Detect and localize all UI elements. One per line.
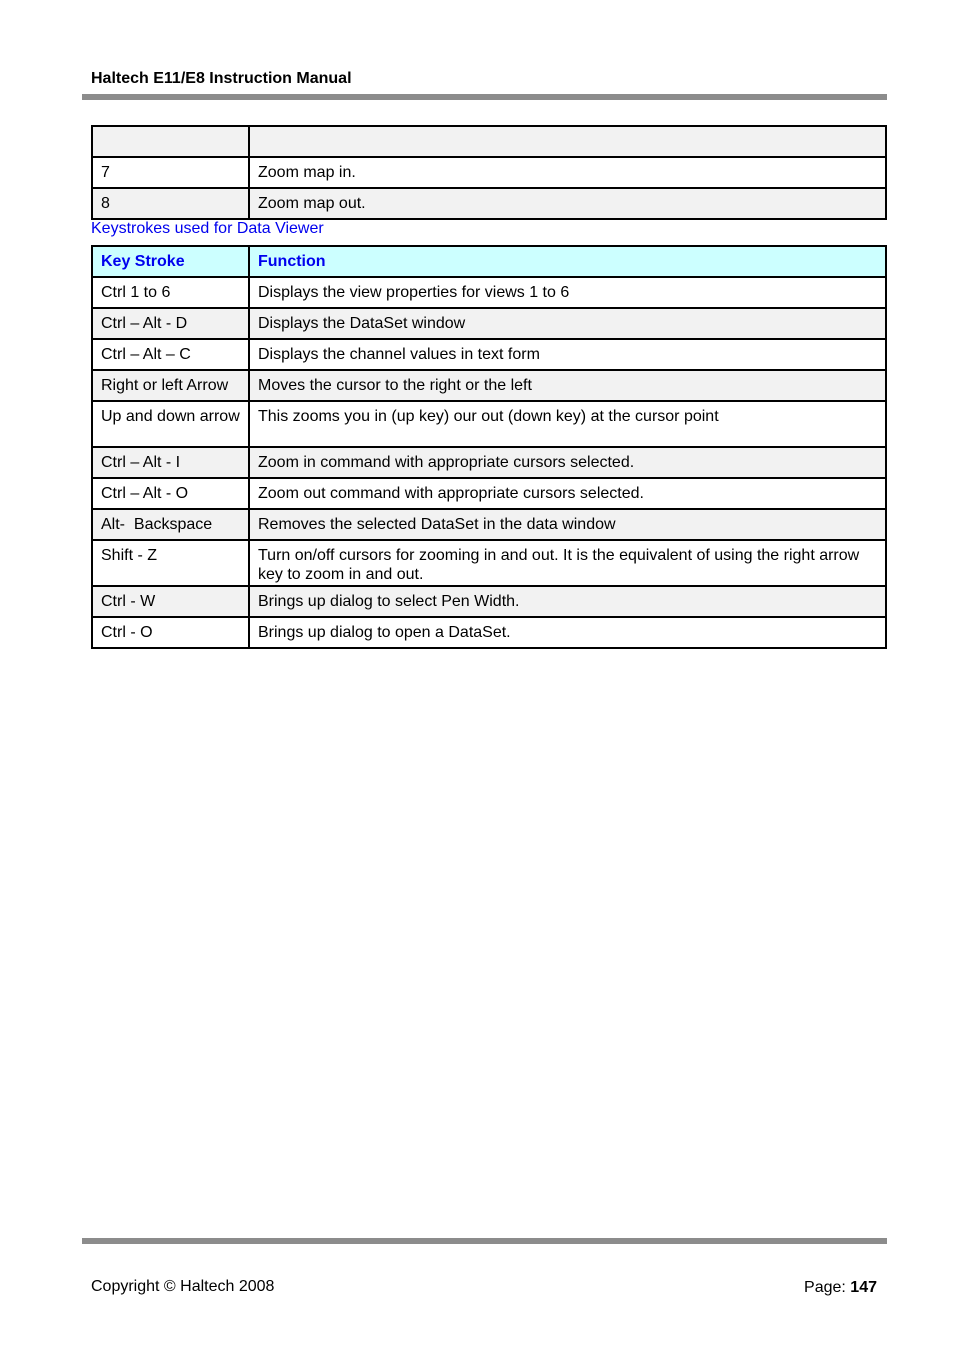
table-caption: Keystrokes used for Data Viewer: [91, 220, 324, 237]
key-cell: Ctrl – Alt - O: [92, 478, 249, 509]
key-cell: 8: [92, 188, 249, 219]
key-cell: Ctrl - W: [92, 586, 249, 617]
copyright-text: Copyright © Haltech 2008: [91, 1278, 275, 1295]
table-header-row: [92, 246, 886, 277]
table-row: [92, 586, 886, 617]
table-row: [92, 308, 886, 339]
key-cell: Ctrl – Alt - I: [92, 447, 249, 478]
header-rule: [82, 94, 887, 100]
key-cell: Ctrl – Alt - D: [92, 308, 249, 339]
function-cell: This zooms you in (up key) our out (down key) at the cursor point: [249, 401, 886, 447]
function-cell: Zoom map out.: [249, 188, 886, 219]
key-cell: [92, 126, 249, 157]
table-row: [92, 126, 886, 157]
function-cell: Moves the cursor to the right or the left: [249, 370, 886, 401]
function-cell: Brings up dialog to open a DataSet.: [249, 617, 886, 648]
table-row: [92, 478, 886, 509]
function-cell: Zoom map in.: [249, 157, 886, 188]
key-cell: Ctrl - O: [92, 617, 249, 648]
function-cell: Zoom in command with appropriate cursors selected.: [249, 447, 886, 478]
key-cell: Alt- Backspace: [92, 509, 249, 540]
column-header-key-stroke: Key Stroke: [92, 246, 249, 277]
function-cell: Removes the selected DataSet in the data window: [249, 509, 886, 540]
data-viewer-keystroke-table: [91, 245, 887, 649]
column-header-function: Function: [249, 246, 886, 277]
function-cell: Displays the channel values in text form: [249, 339, 886, 370]
key-cell: Shift - Z: [92, 540, 249, 586]
key-cell: Right or left Arrow: [92, 370, 249, 401]
continued-keystroke-table: [91, 125, 887, 220]
key-cell: 7: [92, 157, 249, 188]
table-row: [92, 277, 886, 308]
function-cell: [249, 126, 886, 157]
table-row: [92, 188, 886, 219]
document-header-title: Haltech E11/E8 Instruction Manual: [91, 70, 352, 87]
table-row: [92, 447, 886, 478]
key-cell: Ctrl 1 to 6: [92, 277, 249, 308]
page-label: Page:: [804, 1279, 846, 1296]
function-cell: Brings up dialog to select Pen Width.: [249, 586, 886, 617]
page-number: [804, 1279, 877, 1297]
function-cell: Zoom out command with appropriate cursors selected.: [249, 478, 886, 509]
table-row: [92, 401, 886, 447]
key-cell: Up and down arrow: [92, 401, 249, 447]
function-cell: Turn on/off cursors for zooming in and out. It is the equivalent of using the right arrow key to zoom in and out.: [249, 540, 886, 586]
key-cell: Ctrl – Alt – C: [92, 339, 249, 370]
table-row: [92, 339, 886, 370]
function-cell: Displays the DataSet window: [249, 308, 886, 339]
table-row: [92, 617, 886, 648]
footer-rule: [82, 1238, 887, 1244]
function-cell: Displays the view properties for views 1 to 6: [249, 277, 886, 308]
table-row: [92, 370, 886, 401]
table-row: [92, 509, 886, 540]
page-number-value: 147: [850, 1279, 877, 1296]
table-row: [92, 540, 886, 586]
table-row: [92, 157, 886, 188]
